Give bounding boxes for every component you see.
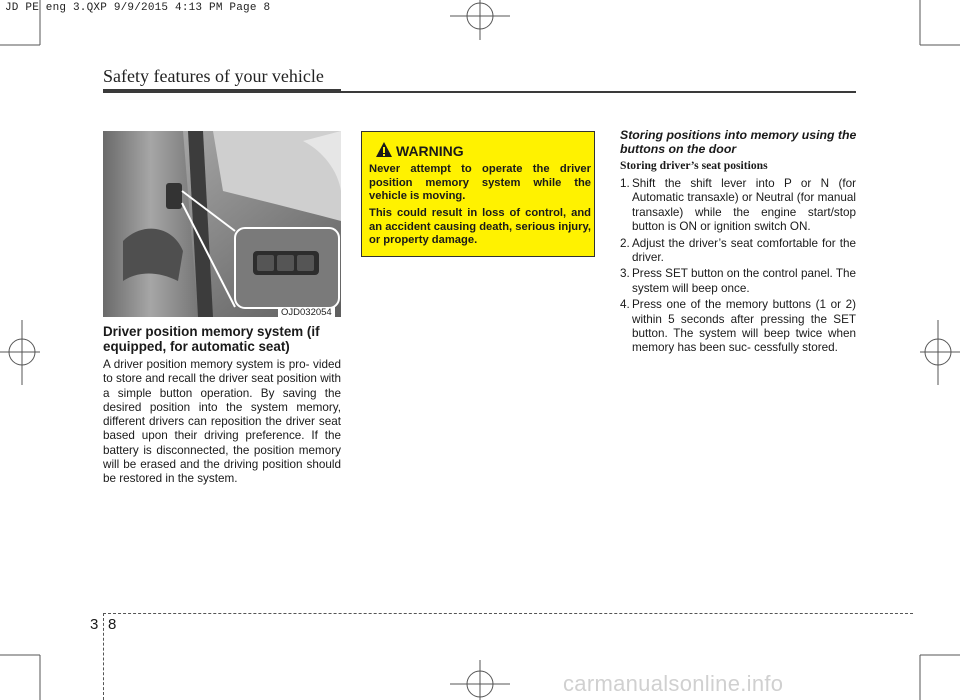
warning-triangle-icon <box>375 141 393 159</box>
watermark: carmanualsonline.info <box>563 671 784 696</box>
chapter-number: 3 <box>90 616 99 633</box>
running-header-title: Safety features of your vehicle <box>103 66 324 86</box>
list-item: 4. Press one of the memory buttons (1 or 2) within 5 seconds after pressing the SET button. The system will beep twice when memory has been suc- cessfully stored. <box>620 298 856 355</box>
list-item: 2. Adjust the driver’s seat comfortable for the driver. <box>620 236 856 265</box>
header-rule-thick <box>103 89 341 93</box>
list-item: 1. Shift the shift lever into P or N (for Automatic transaxle) or Neutral (for manual transaxle) while the engine start/stop button is ON or ignition switch ON. <box>620 177 856 234</box>
storing-subheading: Storing driver’s seat positions <box>620 159 768 172</box>
warning-title: WARNING <box>396 143 464 159</box>
header-rule-thin <box>341 91 856 93</box>
warning-text-2: This could result in loss of control, and an accident causing death, serious injury, or property damage. <box>369 207 591 247</box>
storing-steps-list <box>620 177 856 358</box>
footer-vertical-rule <box>103 613 104 700</box>
figure-code: OJD032054 <box>278 307 335 318</box>
list-item: 3. Press SET button on the control panel. The system will beep once. <box>620 267 856 295</box>
warning-box <box>361 131 595 257</box>
page-number: 8 <box>108 616 117 633</box>
door-memory-buttons-photo <box>103 131 341 317</box>
section-body: A driver position memory system is pro- vided to store and recall the driver seat position with a simple button operation. By saving the desired position into the system memory, different drivers can reposition the driver seat based upon their driving preference. If the battery is disconnected, the position memory will be erased and the driving position should be restored in the system. <box>103 358 341 486</box>
section-heading: Driver position memory system (if equipped, for automatic seat) <box>103 324 320 354</box>
print-slug-line: JD PE eng 3.QXP 9/9/2015 4:13 PM Page 8 <box>5 2 271 14</box>
footer-rule <box>103 613 913 614</box>
storing-heading: Storing positions into memory using the buttons on the door <box>620 128 857 156</box>
warning-text-1: Never attempt to operate the driver position memory system while the vehicle is moving. <box>369 163 591 203</box>
